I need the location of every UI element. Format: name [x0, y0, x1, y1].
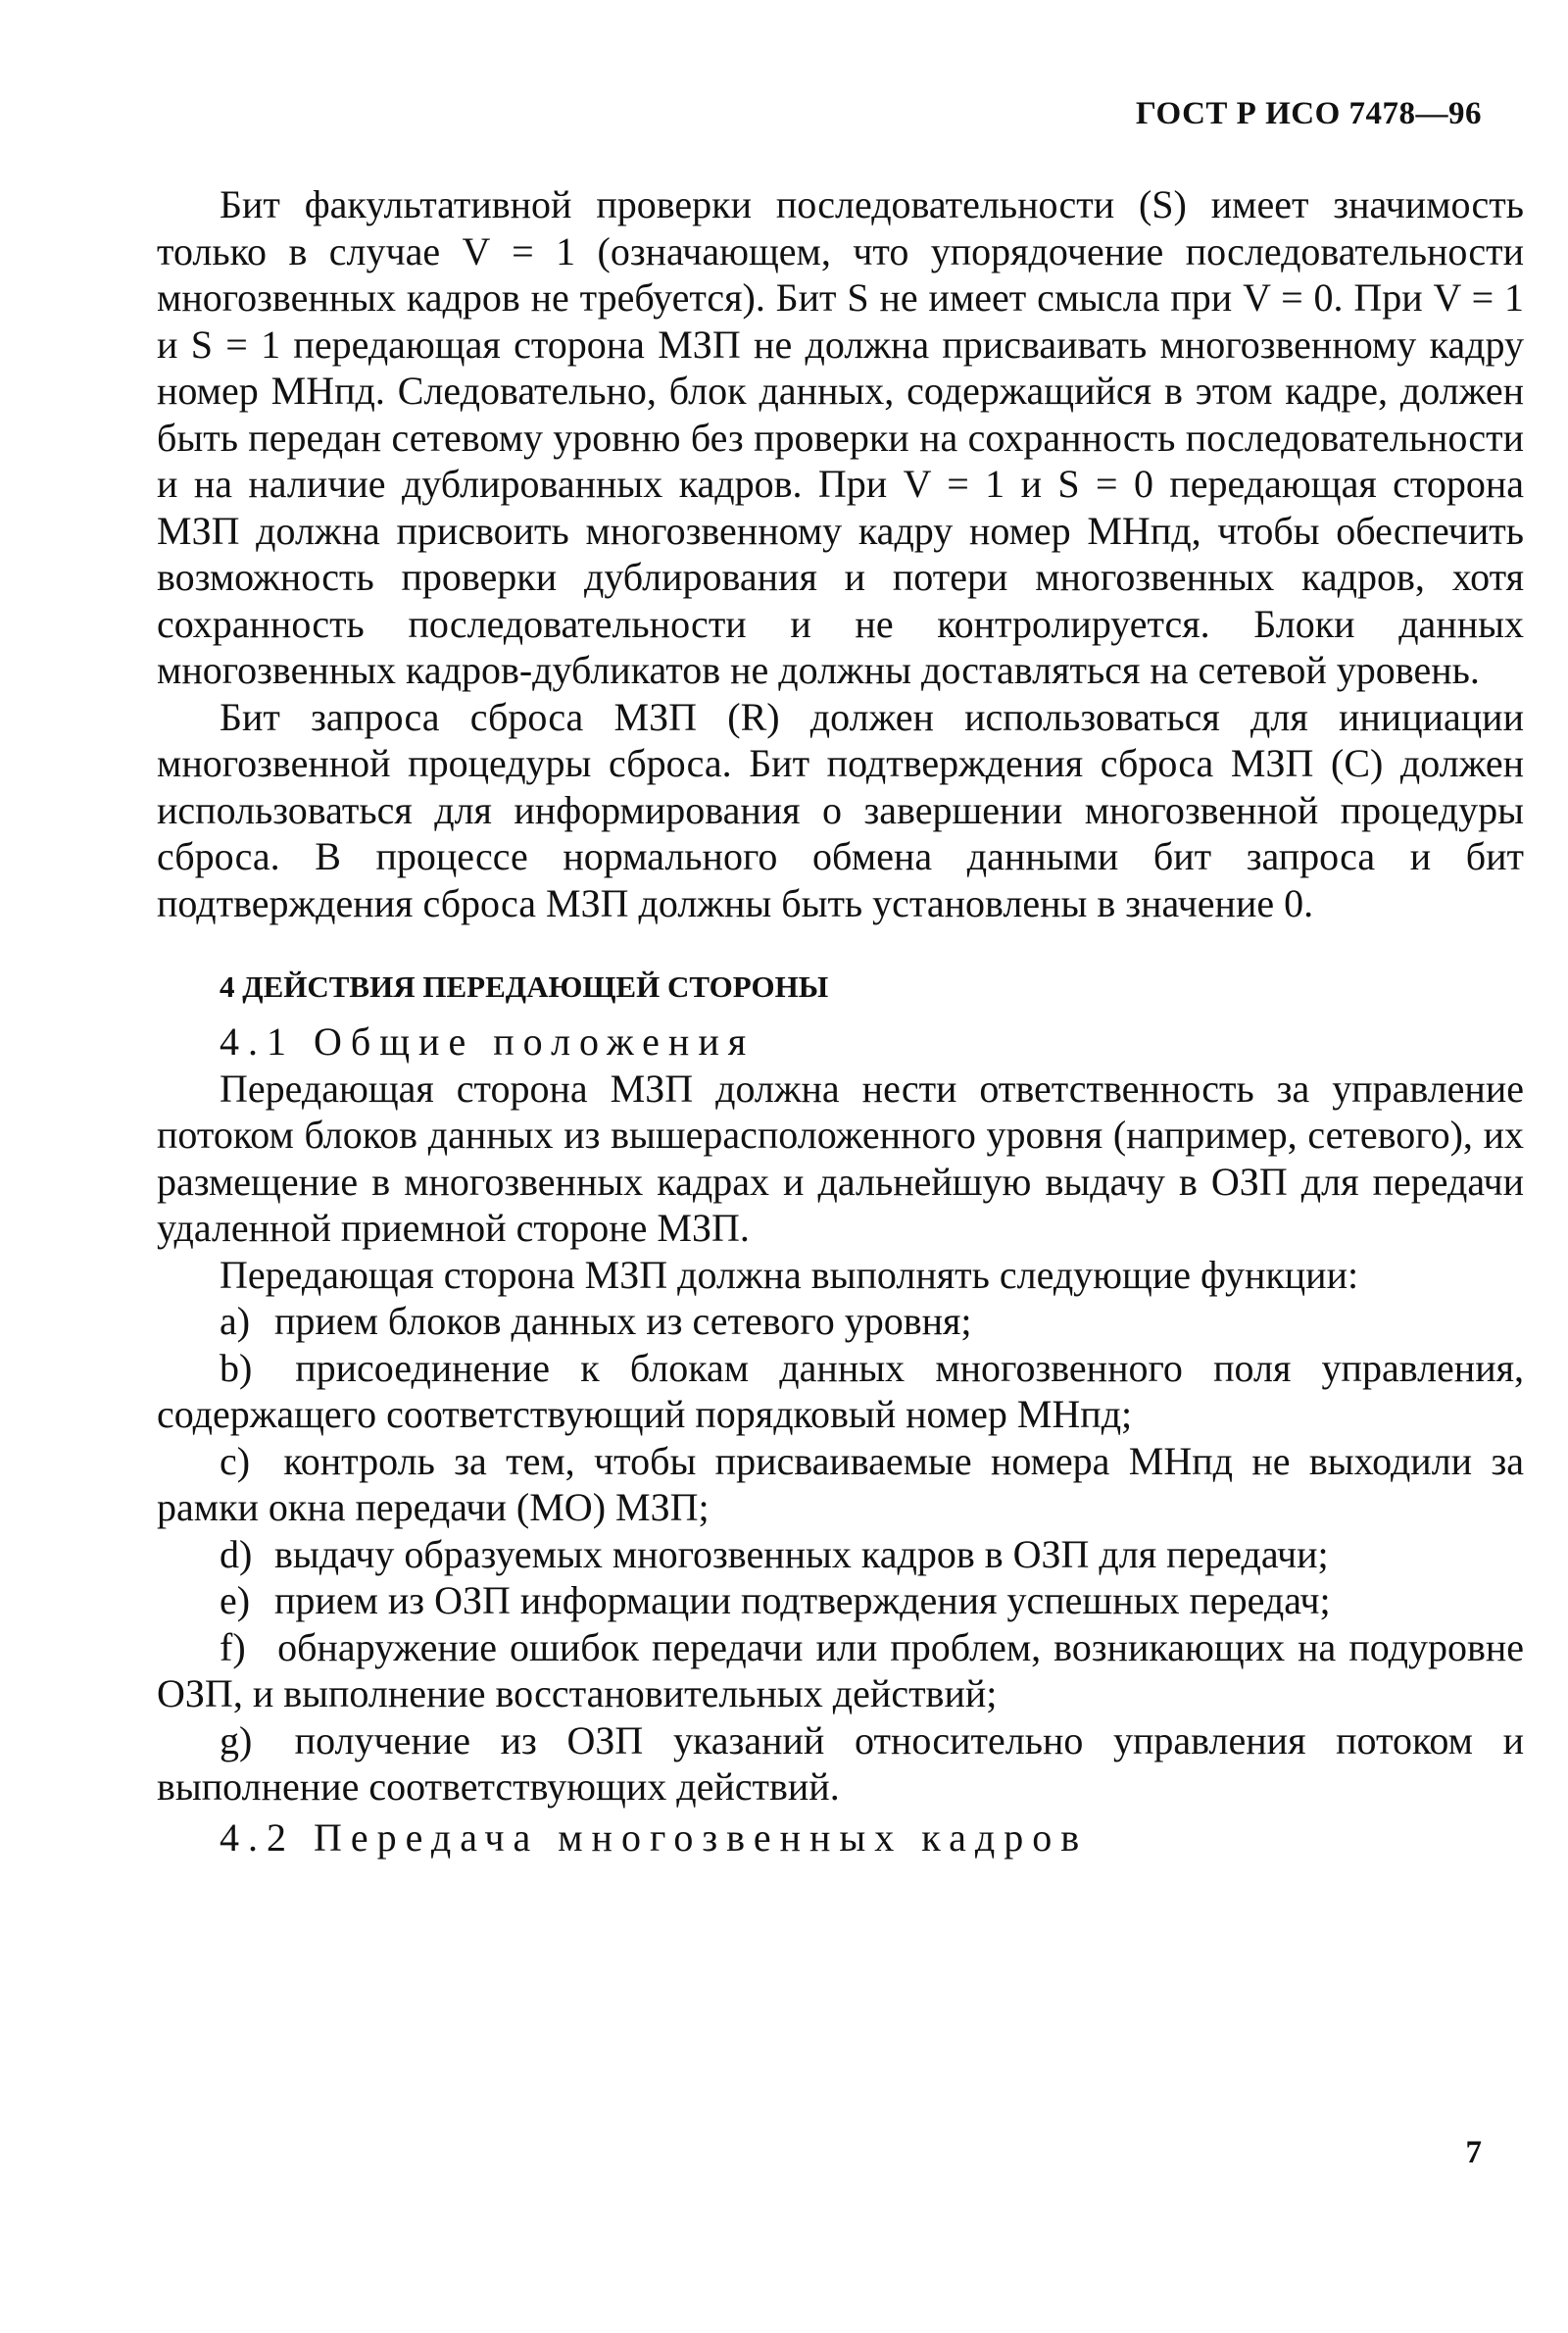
- list-item: g) получение из ОЗП указаний относительно управления потоком и выполнение соответствующих действий.: [157, 1717, 1524, 1809]
- list-item: b) присоединение к блокам данных многозвенного поля управления, содержащего соответствующий порядковый номер МНпд;: [157, 1345, 1525, 1436]
- document-body: [157, 181, 1524, 1861]
- list-item: c) контроль за тем, чтобы присваиваемые номера МНпд не выходили за рамки окна передачи (МО) МЗП;: [157, 1438, 1524, 1529]
- paragraph-sender-responsibility: Передающая сторона МЗП должна нести ответственность за управление потоком блоков данных из вышерасположенного уровня (например, сетевого), их размещение в многозвенных кадрах и дальнейшую выдачу в ОЗП для передачи удаленной приемной стороне МЗП.: [157, 1066, 1524, 1250]
- paragraph-sender-functions: Передающая сторона МЗП должна выполнять следующие функции:: [220, 1252, 1359, 1297]
- list-item: f) обнаружение ошибок передачи или проблем, возникающих на подуровне ОЗП, и выполнение восстановительных действий;: [157, 1624, 1524, 1715]
- page-number: 7: [1465, 2135, 1482, 2170]
- subsection-title-4-1: 4.1 Общие положения: [220, 1019, 756, 1064]
- section-heading-4: 4 ДЕЙСТВИЯ ПЕРЕДАЮЩЕЙ СТОРОНЫ: [220, 969, 829, 1004]
- list-item: e) прием из ОЗП информации подтверждения успешных передач;: [220, 1578, 1331, 1622]
- paragraph-sequence-check-bit: Бит факультативной проверки последовательности (S) имеет значимость только в случае V = 1 (означающем, что упорядочение последовательности многозвенных кадров не требуется). Бит S не имеет смысла при V = 0. При V = 1 и S = 1 передающая сторона МЗП не должна присваивать многозвенному кадру номер МНпд. Следовательно, блок данных, содержащийся в этом кадре, должен быть передан сетевому уровню без проверки на сохранность последовательности и на наличие дублированных кадров. При V = 1 и S = 0 передающая сторона МЗП должна присвоить многозвенному кадру номер МНпд, чтобы обеспечить возможность проверки дублирования и потери многозвенных кадров, хотя сохранность последовательности и не контролируется. Блоки данных многозвенных кадров-дубликатов не должны доставляться на сетевой уровень.: [157, 182, 1524, 692]
- functions-list: [157, 1298, 1524, 1811]
- list-item: a) прием блоков данных из сетевого уровня;: [220, 1299, 972, 1343]
- subsection-title-4-2: 4.2 Передача многозвенных кадров: [220, 1814, 1089, 1860]
- paragraph-reset-bits: Бит запроса сброса МЗП (R) должен использоваться для инициации многозвенной процедуры сброса. Бит подтверждения сброса МЗП (С) должен использоваться для информирования о завершении многозвенной процедуры сброса. В процессе нормального обмена данными бит запроса и бит подтверждения сброса МЗП должны быть установлены в значение 0.: [157, 694, 1524, 925]
- document-header-code: ГОСТ Р ИСО 7478—96: [1135, 96, 1482, 131]
- list-item: d) выдачу образуемых многозвенных кадров в ОЗП для передачи;: [220, 1531, 1329, 1576]
